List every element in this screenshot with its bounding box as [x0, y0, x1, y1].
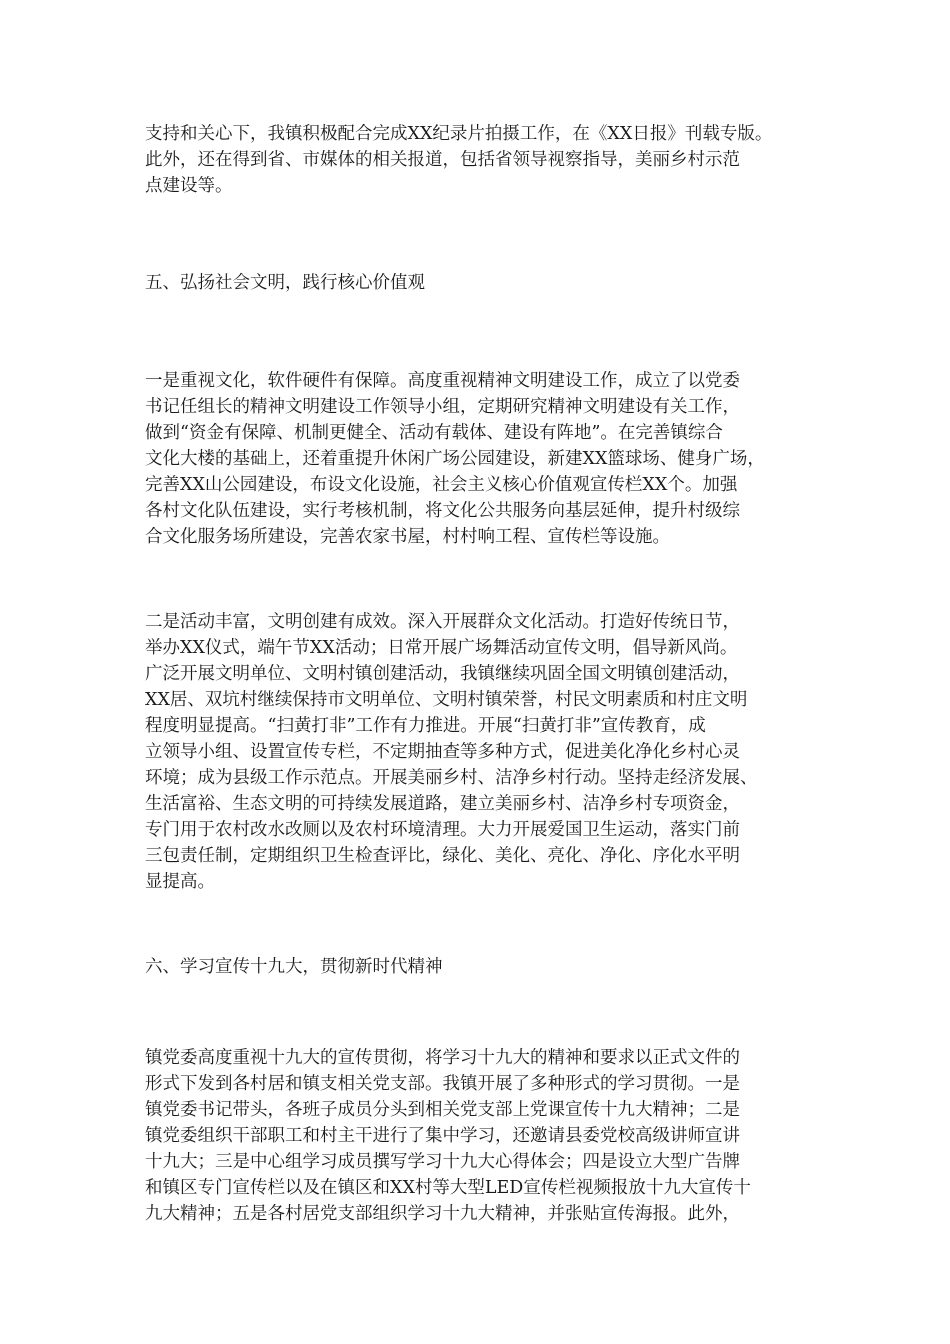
paragraph-culture [145, 368, 813, 550]
text-line: 镇党委高度重视十九大的宣传贯彻，将学习十九大的精神和要求以正式文件的 [145, 1048, 740, 1068]
paragraph-activities [145, 609, 813, 895]
section-heading-5: 五、弘扬社会文明，践行核心价值观 [145, 273, 425, 293]
text-line: 支持和关心下，我镇积极配合完成XX纪录片拍摄工作，在《XX日报》刊载专版。 [145, 124, 773, 144]
text-line: 环境；成为县级工作示范点。开展美丽乡村、洁净乡村行动。坚持走经济发展、 [145, 768, 758, 788]
text-line: 点建设等。 [145, 176, 233, 196]
text-line: 生活富裕、生态文明的可持续发展道路，建立美丽乡村、洁净乡村专项资金， [145, 794, 740, 814]
text-line: 形式下发到各村居和镇支相关党支部。我镇开展了多种形式的学习贯彻。一是 [145, 1074, 740, 1094]
text-line: 此外，还在得到省、市媒体的相关报道，包括省领导视察指导，美丽乡村示范 [145, 150, 740, 170]
text-line: 和镇区专门宣传栏以及在镇区和XX村等大型LED宣传栏视频报放十九大宣传十 [145, 1178, 751, 1198]
paragraph-study [145, 1045, 813, 1227]
text-line: 程度明显提高。“扫黄打非”工作有力推进。开展“扫黄打非”宣传教育，成 [145, 716, 706, 736]
text-line: 专门用于农村改水改厕以及农村环境清理。大力开展爱国卫生运动，落实门前 [145, 820, 740, 840]
text-line: 十九大；三是中心组学习成员撰写学习十九大心得体会；四是设立大型广告牌 [145, 1152, 740, 1172]
text-line: 文化大楼的基础上，还着重提升休闲广场公园建设，新建XX篮球场、健身广场， [145, 449, 765, 469]
text-line: 合文化服务场所建设，完善农家书屋，村村响工程、宣传栏等设施。 [145, 527, 670, 547]
text-line: 一是重视文化，软件硬件有保障。高度重视精神文明建设工作，成立了以党委 [145, 371, 740, 391]
text-line: 书记任组长的精神文明建设工作领导小组，定期研究精神文明建设有关工作， [145, 397, 740, 417]
text-line: 二是活动丰富，文明创建有成效。深入开展群众文化活动。打造好传统日节， [145, 612, 740, 632]
text-line: 完善XX山公园建设，布设文化设施，社会主义核心价值观宣传栏XX个。加强 [145, 475, 738, 495]
section-heading-6: 六、学习宣传十九大，贯彻新时代精神 [145, 957, 443, 977]
text-line: 广泛开展文明单位、文明村镇创建活动，我镇继续巩固全国文明镇创建活动， [145, 664, 740, 684]
text-line: 镇党委书记带头，各班子成员分头到相关党支部上党课宣传十九大精神；二是 [145, 1100, 740, 1120]
text-line: 做到“资金有保障、机制更健全、活动有载体、建设有阵地”。在完善镇综合 [145, 423, 723, 443]
text-line: 镇党委组织干部职工和村主干进行了集中学习，还邀请县委党校高级讲师宣讲 [145, 1126, 740, 1146]
text-line: XX居、双坑村继续保持市文明单位、文明村镇荣誉，村民文明素质和村庄文明 [145, 690, 748, 710]
text-line: 立领导小组、设置宣传专栏，不定期抽查等多种方式，促进美化净化乡村心灵 [145, 742, 740, 762]
text-line: 显提高。 [145, 872, 215, 892]
text-line: 各村文化队伍建设，实行考核机制，将文化公共服务向基层延伸，提升村级综 [145, 501, 740, 521]
text-line: 三包责任制，定期组织卫生检查评比，绿化、美化、亮化、净化、序化水平明 [145, 846, 740, 866]
text-line: 举办XX仪式，端午节XX活动；日常开展广场舞活动宣传文明，倡导新风尚。 [145, 638, 738, 658]
text-line: 九大精神；五是各村居党支部组织学习十九大精神，并张贴宣传海报。此外， [145, 1204, 740, 1224]
paragraph-intro [145, 121, 813, 199]
